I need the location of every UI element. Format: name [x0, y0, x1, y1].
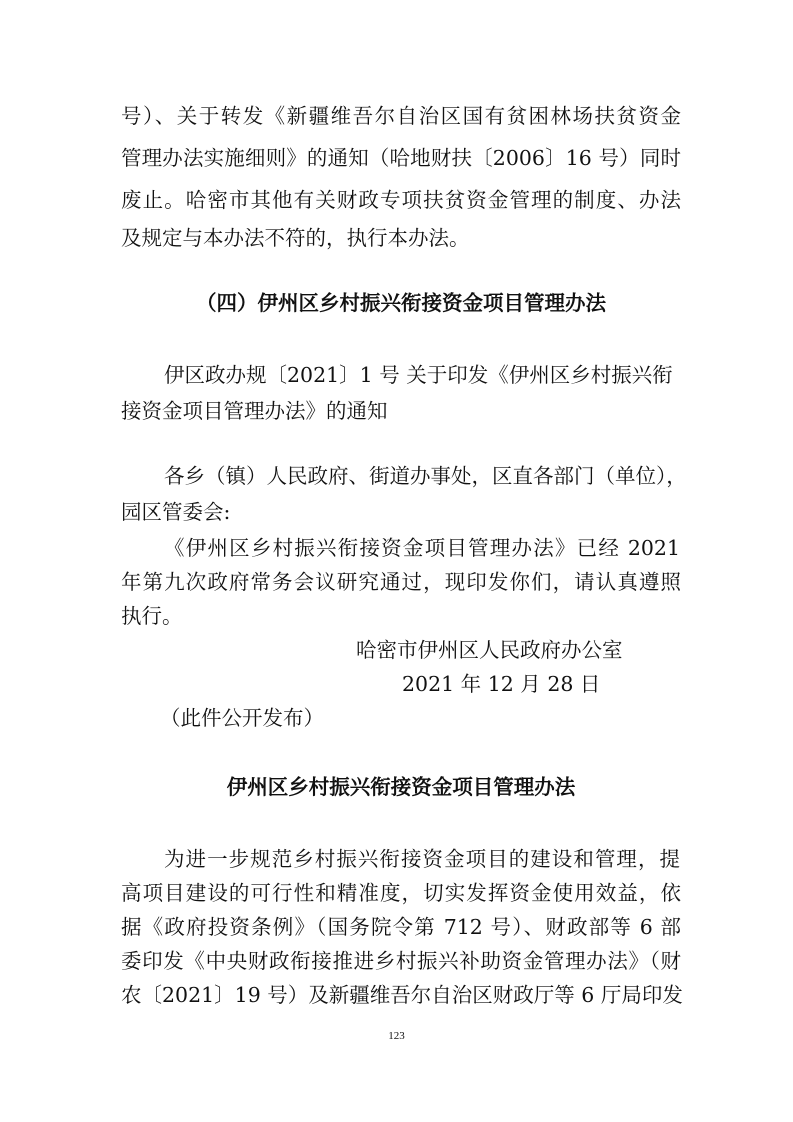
measures-title: 伊州区乡村振兴衔接资金项目管理办法	[226, 775, 576, 799]
notice-title-line-2: 接资金项目管理办法》的通知	[121, 399, 388, 423]
notice-title-line-1: 伊区政办规〔2021〕1 号 关于印发《伊州区乡村振兴衔	[164, 363, 673, 387]
measures-intro-line-1: 为进一步规范乡村振兴衔接资金项目的建设和管理，提	[164, 847, 680, 871]
intro-line-1: 号）、关于转发《新疆维吾尔自治区国有贫困林场扶贫资金	[121, 104, 681, 128]
publication-note: （此件公开发布）	[160, 706, 324, 730]
notice-body-line-3: 执行。	[121, 604, 183, 628]
intro-line-2: 管理办法实施细则》的通知（哈地财扶〔2006〕16 号）同时	[121, 146, 681, 170]
section-heading: （四）伊州区乡村振兴衔接资金项目管理办法	[196, 291, 606, 315]
recipients-line-2: 园区管委会:	[121, 500, 231, 524]
measures-intro-line-2: 高项目建设的可行性和精准度，切实发挥资金使用效益，依	[121, 881, 681, 905]
intro-line-3: 废止。哈密市其他有关财政专项扶贫资金管理的制度、办法	[121, 188, 681, 212]
measures-intro-line-5: 农〔2021〕19 号）及新疆维吾尔自治区财政厅等 6 厅局印发	[121, 983, 683, 1007]
signature-date: 2021 年 12 月 28 日	[402, 672, 601, 696]
intro-line-4: 及规定与本办法不符的，执行本办法。	[121, 226, 470, 250]
signature-issuer: 哈密市伊州区人民政府办公室	[356, 638, 623, 662]
measures-intro-line-3: 据《政府投资条例》（国务院令第 712 号）、财政部等 6 部	[121, 915, 681, 939]
page-number: 123	[388, 1030, 405, 1042]
notice-body-line-2: 年第九次政府常务会议研究通过，现印发你们，请认真遵照	[121, 570, 681, 594]
measures-intro-line-4: 委印发《中央财政衔接推进乡村振兴补助资金管理办法》（财	[121, 949, 681, 973]
notice-body-line-1: 《伊州区乡村振兴衔接资金项目管理办法》已经 2021	[164, 536, 680, 560]
recipients-line-1: 各乡（镇）人民政府、街道办事处，区直各部门（单位），	[164, 464, 687, 488]
